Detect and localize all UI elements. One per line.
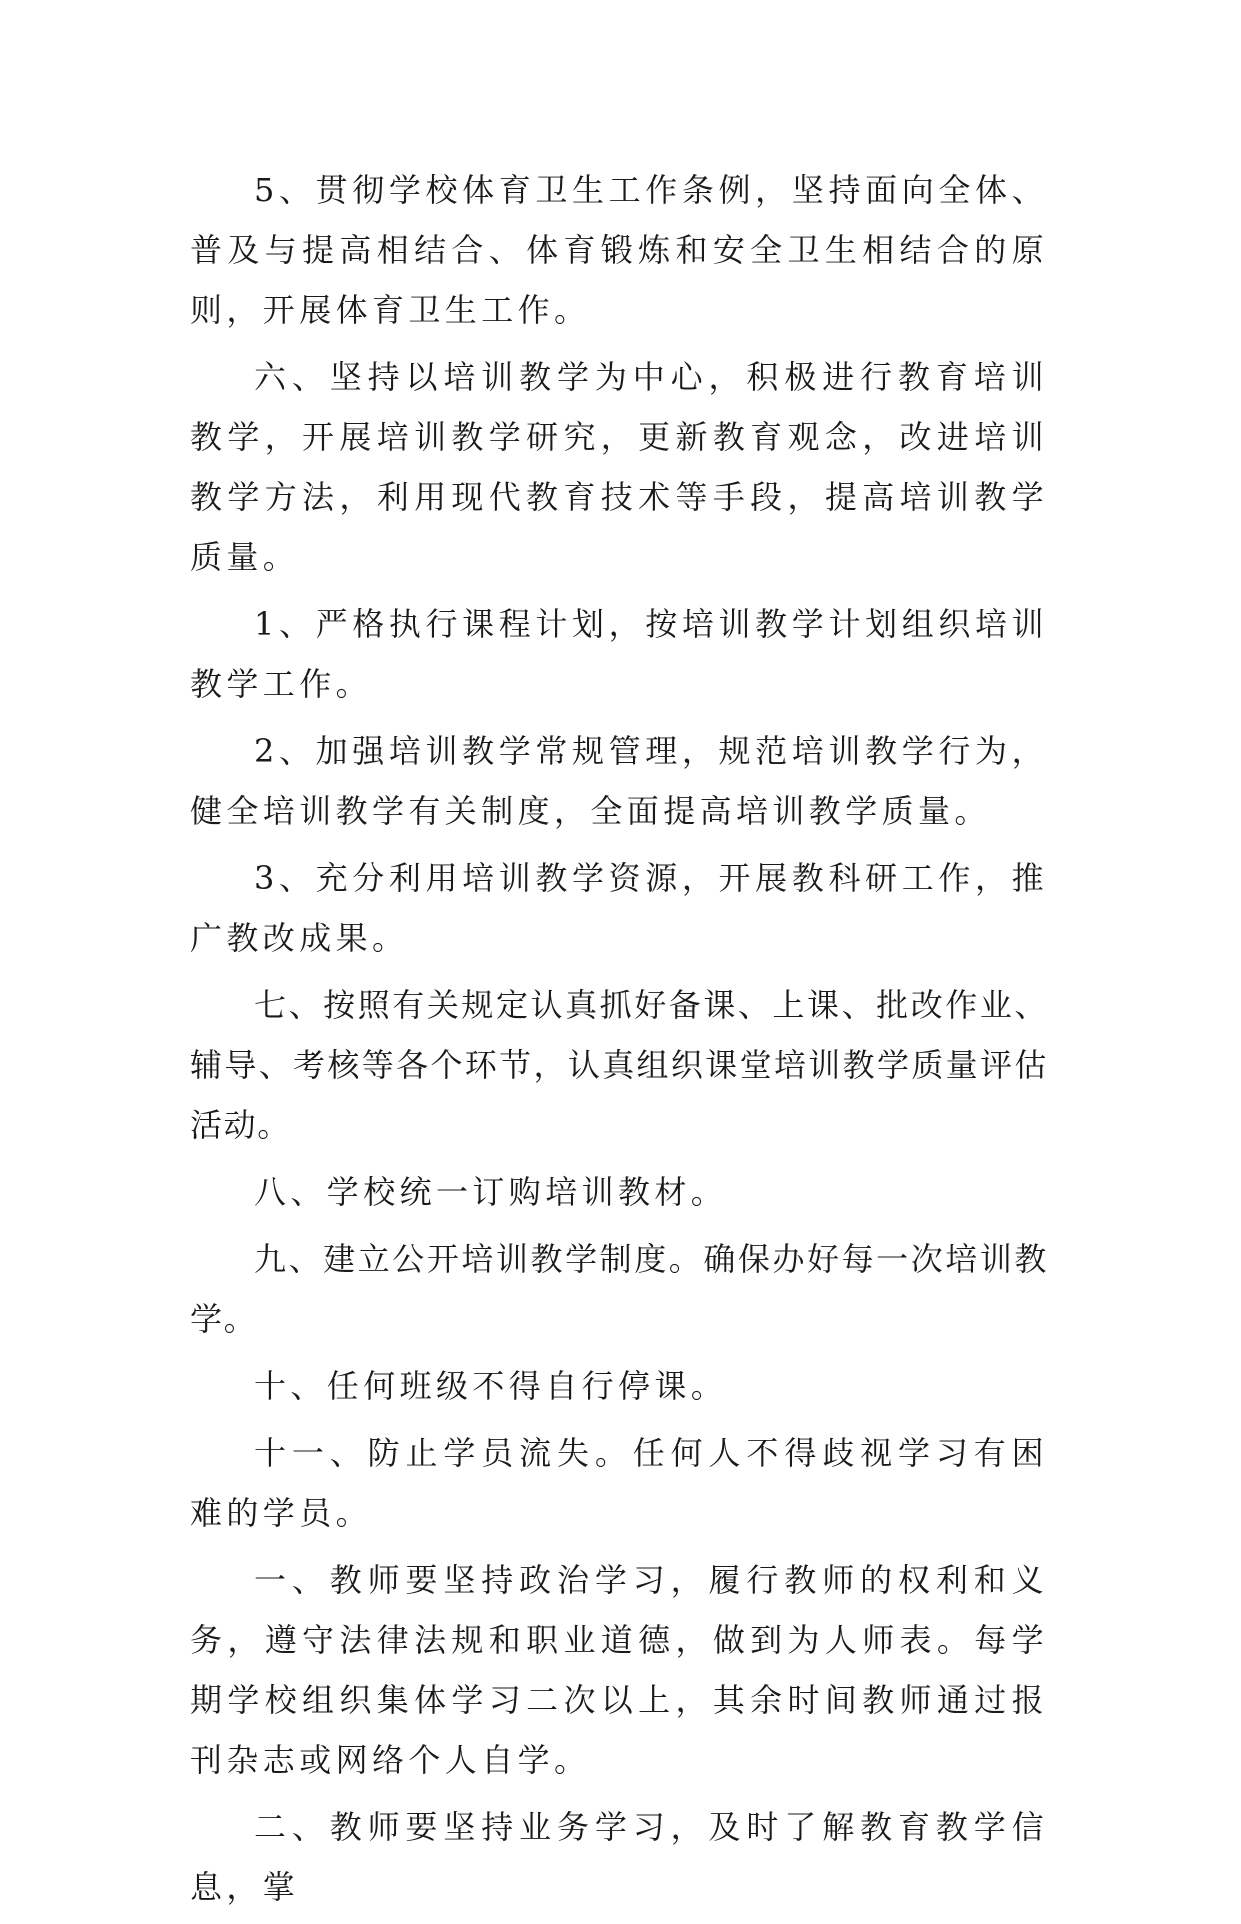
document-body: [190, 160, 1048, 1924]
paragraph: 二、教师要坚持业务学习，及时了解教育教学信息，掌: [190, 1808, 1048, 1906]
paragraph: 七、按照有关规定认真抓好备课、上课、批改作业、辅导、考核等各个环节，认真组织课堂培训教学质量评估活动。: [190, 986, 1048, 1144]
paragraph: 八、学校统一订购培训教材。: [254, 1173, 728, 1211]
paragraph: 六、坚持以培训教学为中心，积极进行教育培训教学，开展培训教学研究，更新教育观念，改进培训教学方法，利用现代教育技术等手段，提高培训教学质量。: [190, 358, 1048, 576]
paragraph: 十、任何班级不得自行停课。: [254, 1367, 728, 1405]
paragraph: 一、教师要坚持政治学习，履行教师的权利和义务，遵守法律法规和职业道德，做到为人师表。每学期学校组织集体学习二次以上，其余时间教师通过报刊杂志或网络个人自学。: [190, 1561, 1048, 1779]
paragraph: 5、贯彻学校体育卫生工作条例，坚持面向全体、普及与提高相结合、体育锻炼和安全卫生相结合的原则，开展体育卫生工作。: [190, 171, 1048, 329]
paragraph: 1、严格执行课程计划，按培训教学计划组织培训教学工作。: [190, 605, 1048, 703]
paragraph: 九、建立公开培训教学制度。确保办好每一次培训教学。: [190, 1240, 1048, 1338]
paragraph: 3、充分利用培训教学资源，开展教科研工作，推广教改成果。: [190, 859, 1048, 957]
paragraph: 十一、防止学员流失。任何人不得歧视学习有困难的学员。: [190, 1434, 1048, 1532]
paragraph: 2、加强培训教学常规管理，规范培训教学行为，健全培训教学有关制度，全面提高培训教学质量。: [190, 732, 1048, 830]
